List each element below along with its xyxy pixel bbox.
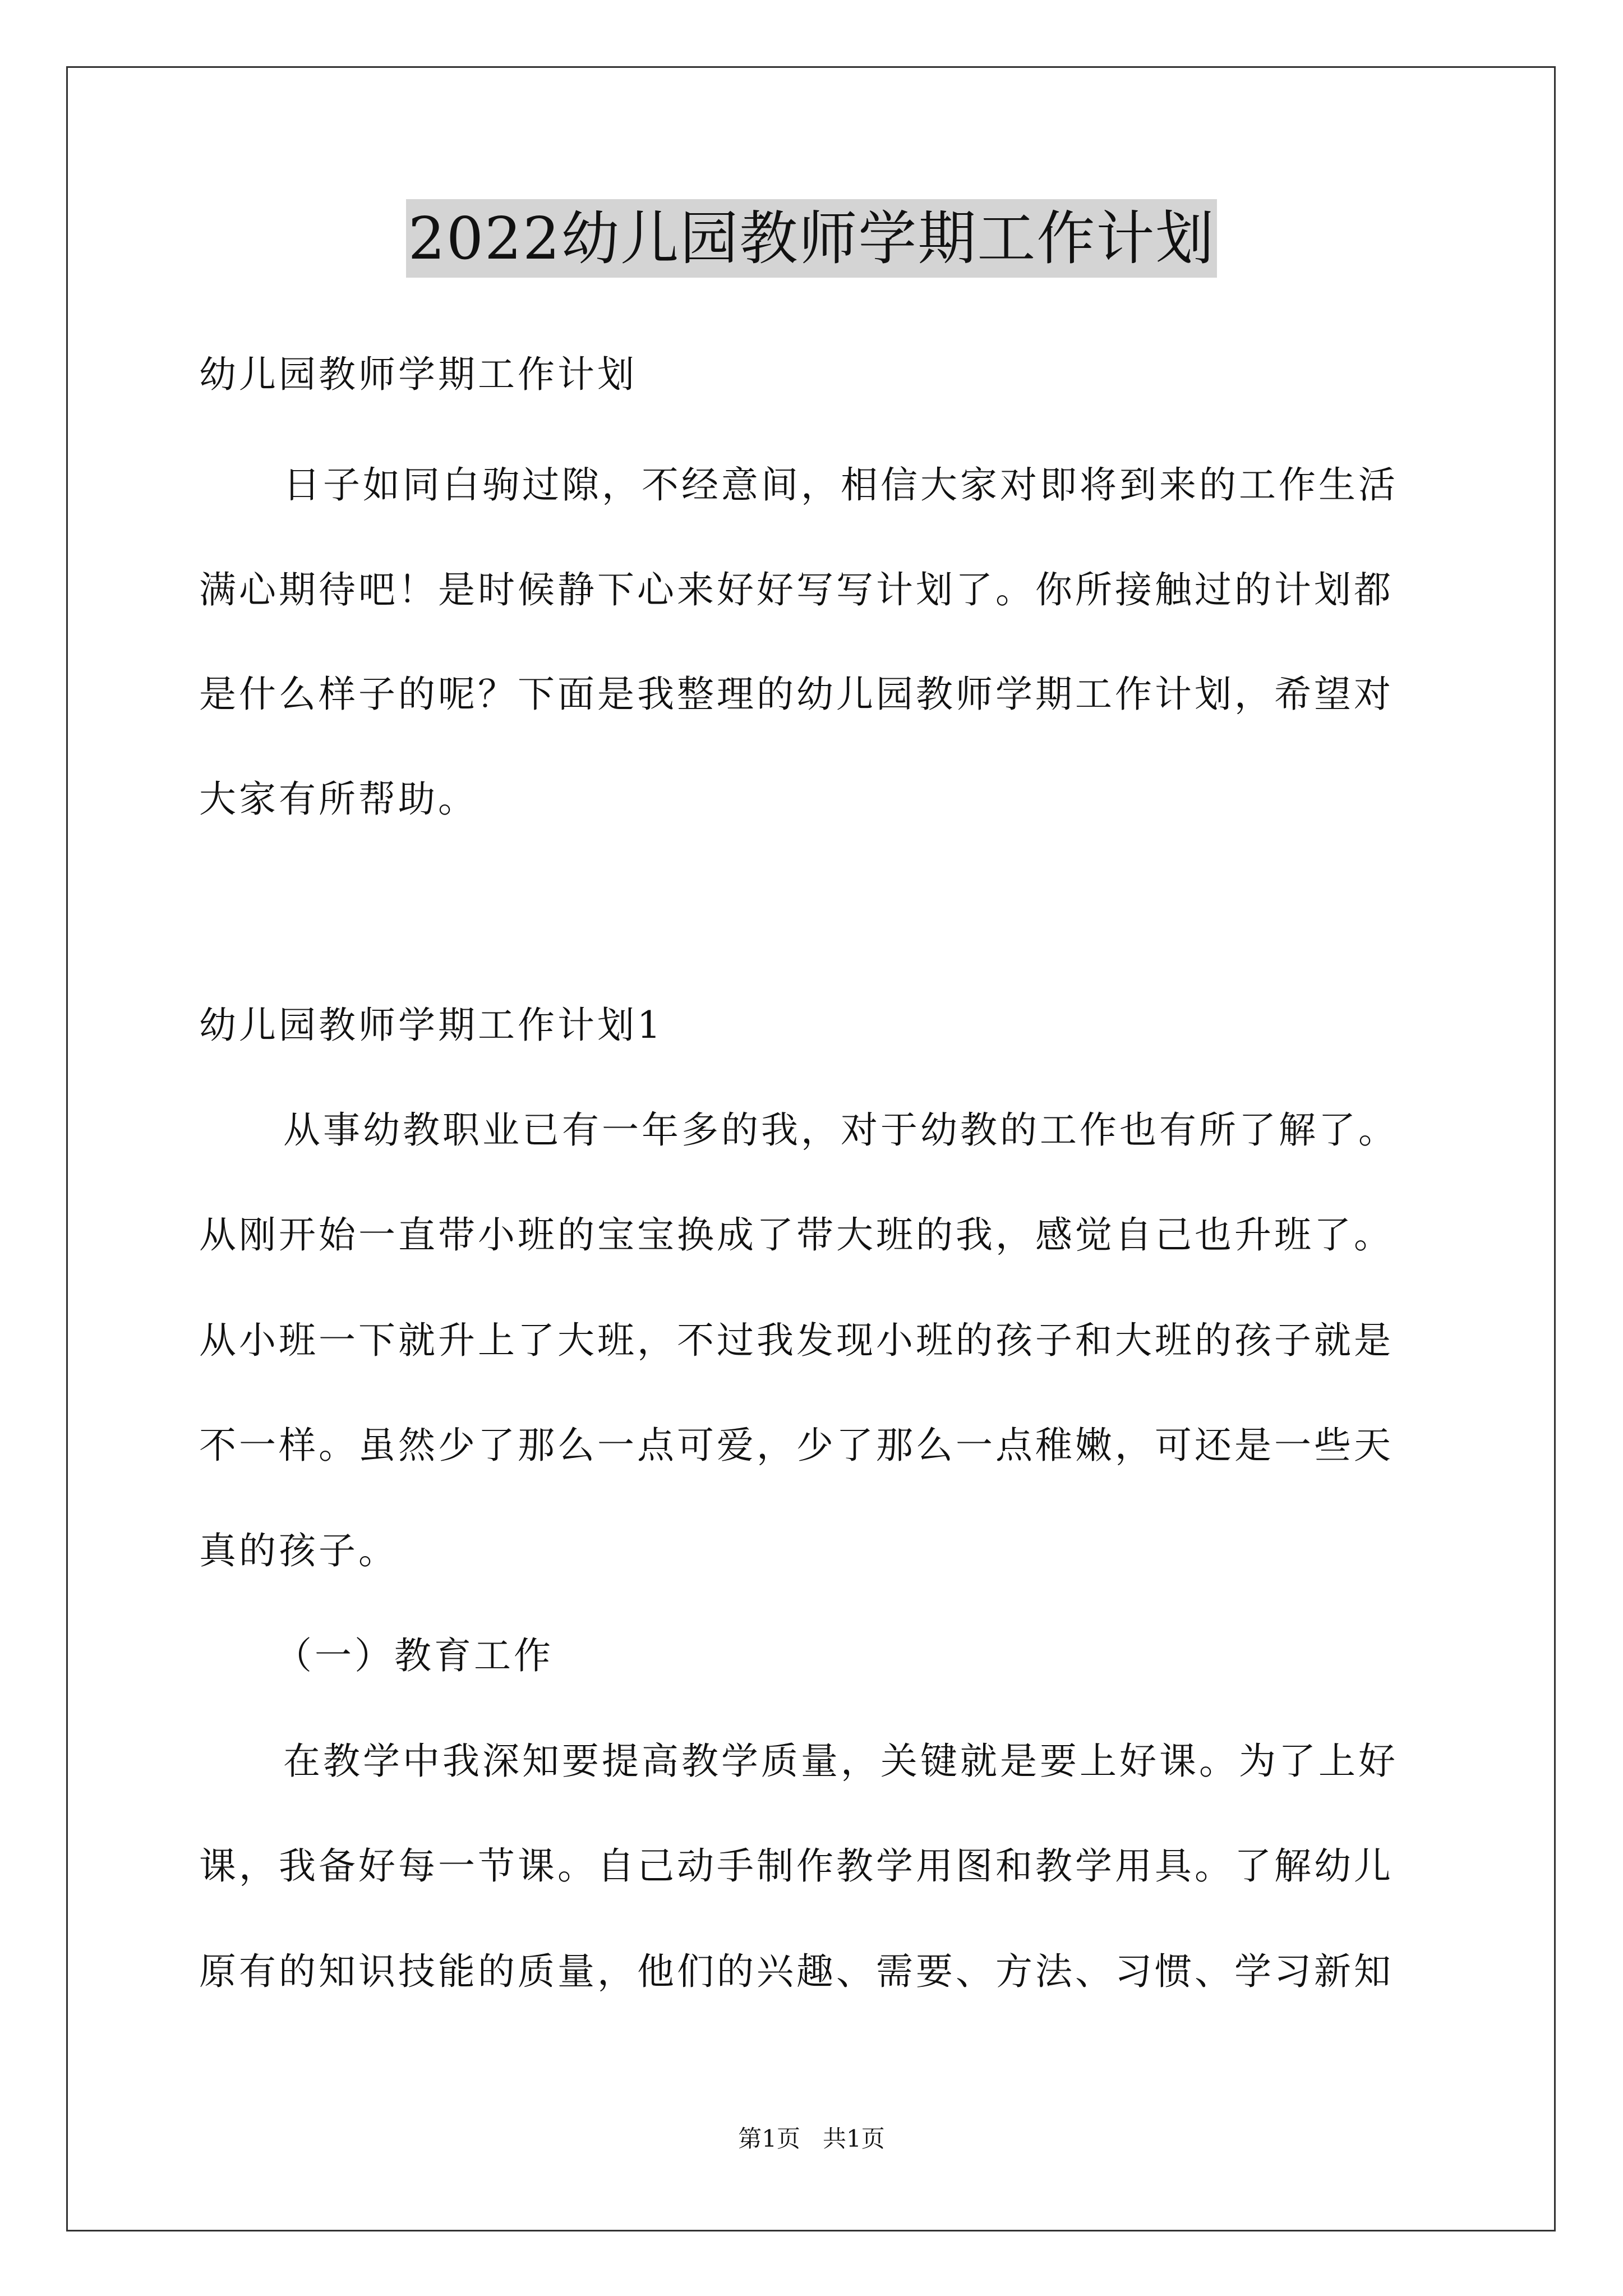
paragraph-line: 在教学中我深知要提高教学质量，关键就是要上好课。为了上好 — [283, 1740, 1398, 1783]
page-footer: 第1页 共1页 — [738, 2125, 885, 2152]
paragraph-line: 从小班一下就升上了大班，不过我发现小班的孩子和大班的孩子就是 — [199, 1319, 1394, 1362]
paragraph-line: 不一样。虽然少了那么一点可爱，少了那么一点稚嫩，可还是一些天 — [199, 1424, 1394, 1467]
section-heading: 幼儿园教师学期工作计划1 — [199, 1004, 663, 1047]
paragraph-line: 从事幼教职业已有一年多的我，对于幼教的工作也有所了解了。 — [283, 1108, 1398, 1152]
paragraph-line: 课，我备好每一节课。自己动手制作教学用图和教学用具。了解幼儿 — [199, 1844, 1394, 1888]
subsection-heading: （一）教育工作 — [275, 1634, 554, 1677]
document-title: 2022幼儿园教师学期工作计划 — [406, 199, 1218, 278]
paragraph-line: 满心期待吧！是时候静下心来好好写写计划了。你所接触过的计划都 — [199, 568, 1394, 611]
paragraph-line: 真的孩子。 — [199, 1529, 398, 1572]
paragraph-line: 原有的知识技能的质量，他们的兴趣、需要、方法、习惯、学习新知 — [199, 1950, 1394, 1993]
title-container — [0, 199, 1623, 278]
paragraph-line: 是什么样子的呢？下面是我整理的幼儿园教师学期工作计划，希望对 — [199, 673, 1394, 716]
paragraph-line: 从刚开始一直带小班的宝宝换成了带大班的我，感觉自己也升班了。 — [199, 1213, 1394, 1257]
subtitle: 幼儿园教师学期工作计划 — [199, 353, 637, 396]
paragraph-line: 大家有所帮助。 — [199, 777, 478, 821]
paragraph-line: 日子如同白驹过隙，不经意间，相信大家对即将到来的工作生活 — [283, 463, 1398, 507]
